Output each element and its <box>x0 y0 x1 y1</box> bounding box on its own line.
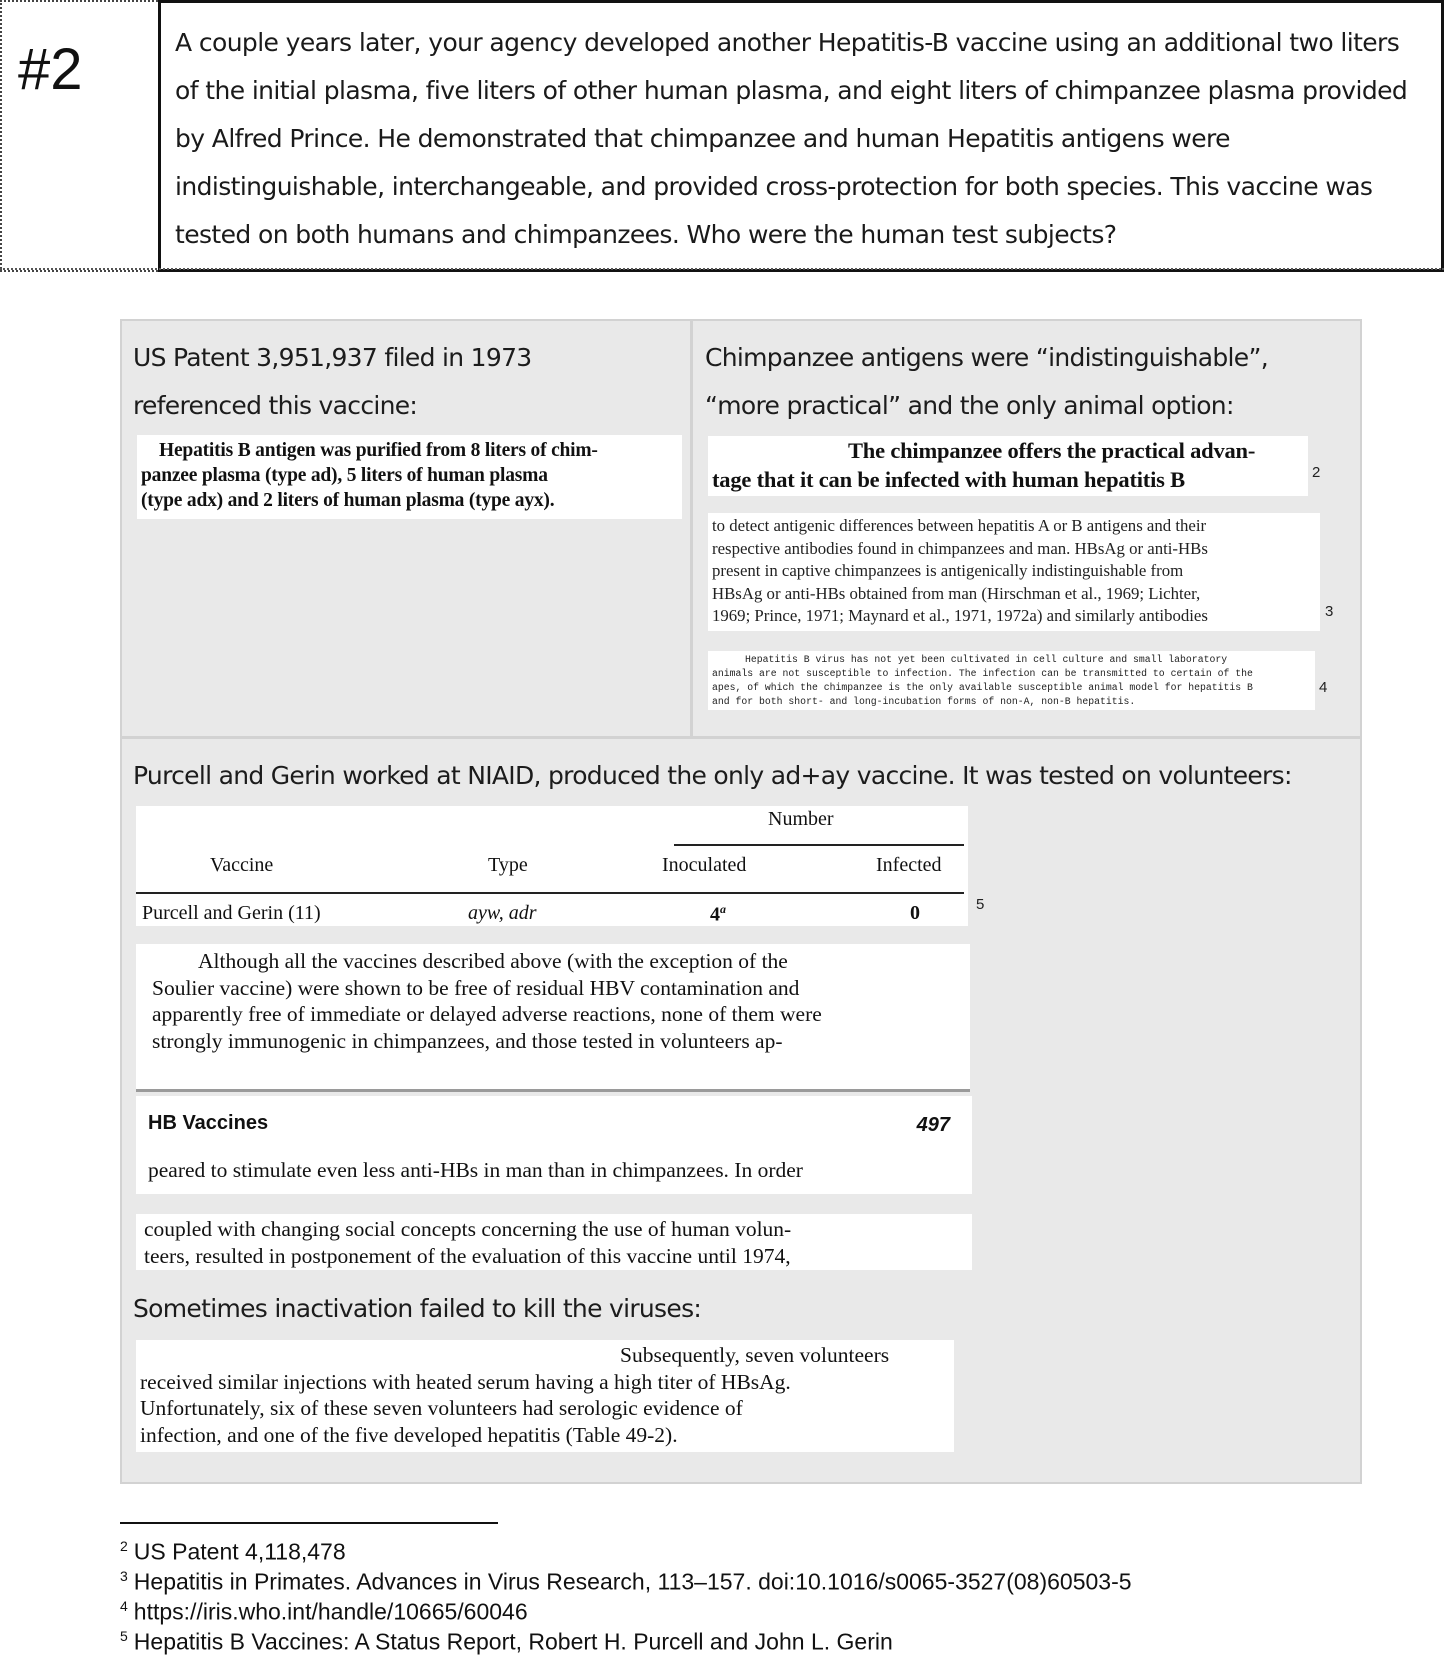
purcell-caption: Purcell and Gerin worked at NIAID, produced the only ad+ay vaccine. It was tested on volunteers: <box>133 761 1292 790</box>
question-line: A couple years later, your agency developed another Hepatitis-B vaccine using an additional two liters <box>175 28 1400 57</box>
footnote-number: 5 <box>120 1628 128 1644</box>
chimp-excerpt-practical <box>708 436 1308 496</box>
chimp-caption-line: “more practical” and the only animal option: <box>705 391 1234 420</box>
purcell-excerpt-line: apparently free of immediate or delayed adverse reactions, none of them were <box>152 1002 822 1026</box>
question-number-box <box>0 0 158 272</box>
footnote-item <box>120 1628 893 1656</box>
table-col-vaccine: Vaccine <box>210 854 274 876</box>
running-head: HB Vaccines <box>148 1112 269 1134</box>
footnote-ref-3: 3 <box>1325 603 1334 620</box>
footnote-rule <box>120 1522 498 1524</box>
purcell-excerpt-line: Although all the vaccines described above (with the exception of the <box>198 949 788 973</box>
table-cell-inoculated-value: 4 <box>710 903 720 926</box>
continued-line: peared to stimulate even less anti-HBs in man than in chimpanzees. In order <box>148 1158 803 1182</box>
chimp-excerpt-who-line: animals are not susceptible to infection. The infection can be transmitted to certain of the <box>712 668 1253 679</box>
purcell-excerpt-line: strongly immunogenic in chimpanzees, and those tested in volunteers ap- <box>152 1028 783 1053</box>
footnote-item <box>120 1568 1132 1596</box>
patent-excerpt-line: panzee plasma (type ad), 5 liters of human plasma <box>141 465 548 486</box>
question-box <box>158 0 1444 272</box>
footnote-item <box>120 1538 346 1566</box>
inactivation-excerpt-line: received similar injections with heated serum having a high titer of HBsAg. <box>140 1369 791 1394</box>
chimp-excerpt-indistinguishable-line: to detect antigenic differences between hepatitis A or B antigens and their <box>712 516 1207 535</box>
patent-excerpt-line: (type adx) and 2 liters of human plasma (type ayx). <box>141 490 555 511</box>
question-line: tested on both humans and chimpanzees. Who were the human test subjects? <box>175 220 1117 249</box>
footnote-item <box>120 1598 528 1626</box>
chimp-excerpt-who-line: and for both short- and long-incubation forms of non-A, non-B hepatitis. <box>712 696 1136 707</box>
footnote-text: https://iris.who.int/handle/10665/60046 <box>133 1598 528 1625</box>
page-break-rule <box>136 1089 970 1092</box>
inactivation-excerpt <box>136 1340 954 1452</box>
purcell-page-head <box>136 1096 972 1194</box>
table-cell-inoculated <box>710 902 726 927</box>
question-number: #2 <box>18 37 83 102</box>
inactivation-excerpt-line: infection, and one of the five developed hepatitis (Table 49-2). <box>140 1422 678 1447</box>
patent-excerpt <box>137 435 682 519</box>
footnote-number: 4 <box>120 1598 128 1614</box>
table-cell-vaccine: Purcell and Gerin (11) <box>142 902 321 924</box>
purcell-excerpt <box>136 944 970 1092</box>
table-superscript: a <box>720 902 726 916</box>
footnote-text: Hepatitis in Primates. Advances in Virus Research, 113–157. doi:10.1016/s0065-3527(08)60503-5 <box>133 1568 1132 1595</box>
footnote-text: Hepatitis B Vaccines: A Status Report, Robert H. Purcell and John L. Gerin <box>133 1628 893 1655</box>
question-line: indistinguishable, interchangeable, and provided cross-protection for both species. This vaccine was <box>175 172 1373 201</box>
patent-caption-line: referenced this vaccine: <box>133 391 418 420</box>
table-group-header: Number <box>768 808 834 830</box>
chimp-excerpt-indistinguishable-line: respective antibodies found in chimpanzees and man. HBsAg or anti-HBs <box>712 538 1208 558</box>
purcell-gerin-table <box>136 806 968 926</box>
chimp-excerpt-who-line: apes, of which the chimpanzee is the only available susceptible animal model for hepatitis B <box>712 682 1253 693</box>
table-cell-infected: 0 <box>910 902 920 924</box>
inactivation-excerpt-line: Subsequently, seven volunteers <box>620 1343 890 1367</box>
table-cell-type: ayw, adr <box>468 902 537 924</box>
table-col-inoculated: Inoculated <box>662 854 747 876</box>
purcell-excerpt-b <box>136 1214 972 1270</box>
footnote-ref-5: 5 <box>976 896 985 913</box>
table-col-type: Type <box>488 854 528 876</box>
table-header-rule <box>136 892 964 894</box>
chimp-excerpt-who <box>708 651 1315 710</box>
question-line: by Alfred Prince. He demonstrated that chimpanzee and human Hepatitis antigens were <box>175 124 1230 153</box>
header-dotted-rule <box>0 268 1444 270</box>
chimp-excerpt-indistinguishable-line: present in captive chimpanzees is antigenically indistinguishable from <box>712 561 1184 580</box>
patent-excerpt-line: Hepatitis B antigen was purified from 8 liters of chim- <box>159 440 598 461</box>
table-group-rule <box>674 844 964 846</box>
inactivation-caption: Sometimes inactivation failed to kill the viruses: <box>133 1294 702 1323</box>
purcell-excerpt-b-line: teers, resulted in postponement of the evaluation of this vaccine until 1974, <box>144 1243 791 1268</box>
question-line: of the initial plasma, five liters of other human plasma, and eight liters of chimpanzee plasma provided <box>175 76 1408 105</box>
inactivation-excerpt-line: Unfortunately, six of these seven volunteers had serologic evidence of <box>140 1396 743 1420</box>
chimp-excerpt-indistinguishable-line: HBsAg or anti-HBs obtained from man (Hirschman et al., 1969; Lichter, <box>712 583 1201 603</box>
page-number: 497 <box>916 1114 950 1136</box>
footnote-number: 3 <box>120 1568 128 1584</box>
chimp-excerpt-practical-line: The chimpanzee offers the practical advan- <box>848 438 1256 463</box>
footnote-number: 2 <box>120 1538 128 1554</box>
footnote-ref-4: 4 <box>1319 679 1328 696</box>
chimp-caption-line: Chimpanzee antigens were “indistinguishable”, <box>705 343 1268 372</box>
chimp-excerpt-indistinguishable-line: 1969; Prince, 1971; Maynard et al., 1971, 1972a) and similarly antibodies <box>712 606 1208 625</box>
chimp-excerpt-indistinguishable <box>708 513 1320 631</box>
purcell-excerpt-line: Soulier vaccine) were shown to be free of residual HBV contamination and <box>152 975 800 1000</box>
chimp-excerpt-practical-line: tage that it can be infected with human hepatitis B <box>712 467 1185 492</box>
patent-caption-line: US Patent 3,951,937 filed in 1973 <box>133 343 532 372</box>
table-col-infected: Infected <box>876 854 942 876</box>
purcell-excerpt-b-line: coupled with changing social concepts concerning the use of human volun- <box>144 1217 792 1241</box>
chimp-excerpt-who-line: Hepatitis B virus has not yet been cultivated in cell culture and small laboratory <box>745 654 1228 665</box>
footnote-ref-2: 2 <box>1312 464 1321 481</box>
panel-vertical-divider <box>690 319 693 739</box>
panel-horizontal-divider <box>120 736 1362 739</box>
footnote-text: US Patent 4,118,478 <box>133 1538 346 1565</box>
